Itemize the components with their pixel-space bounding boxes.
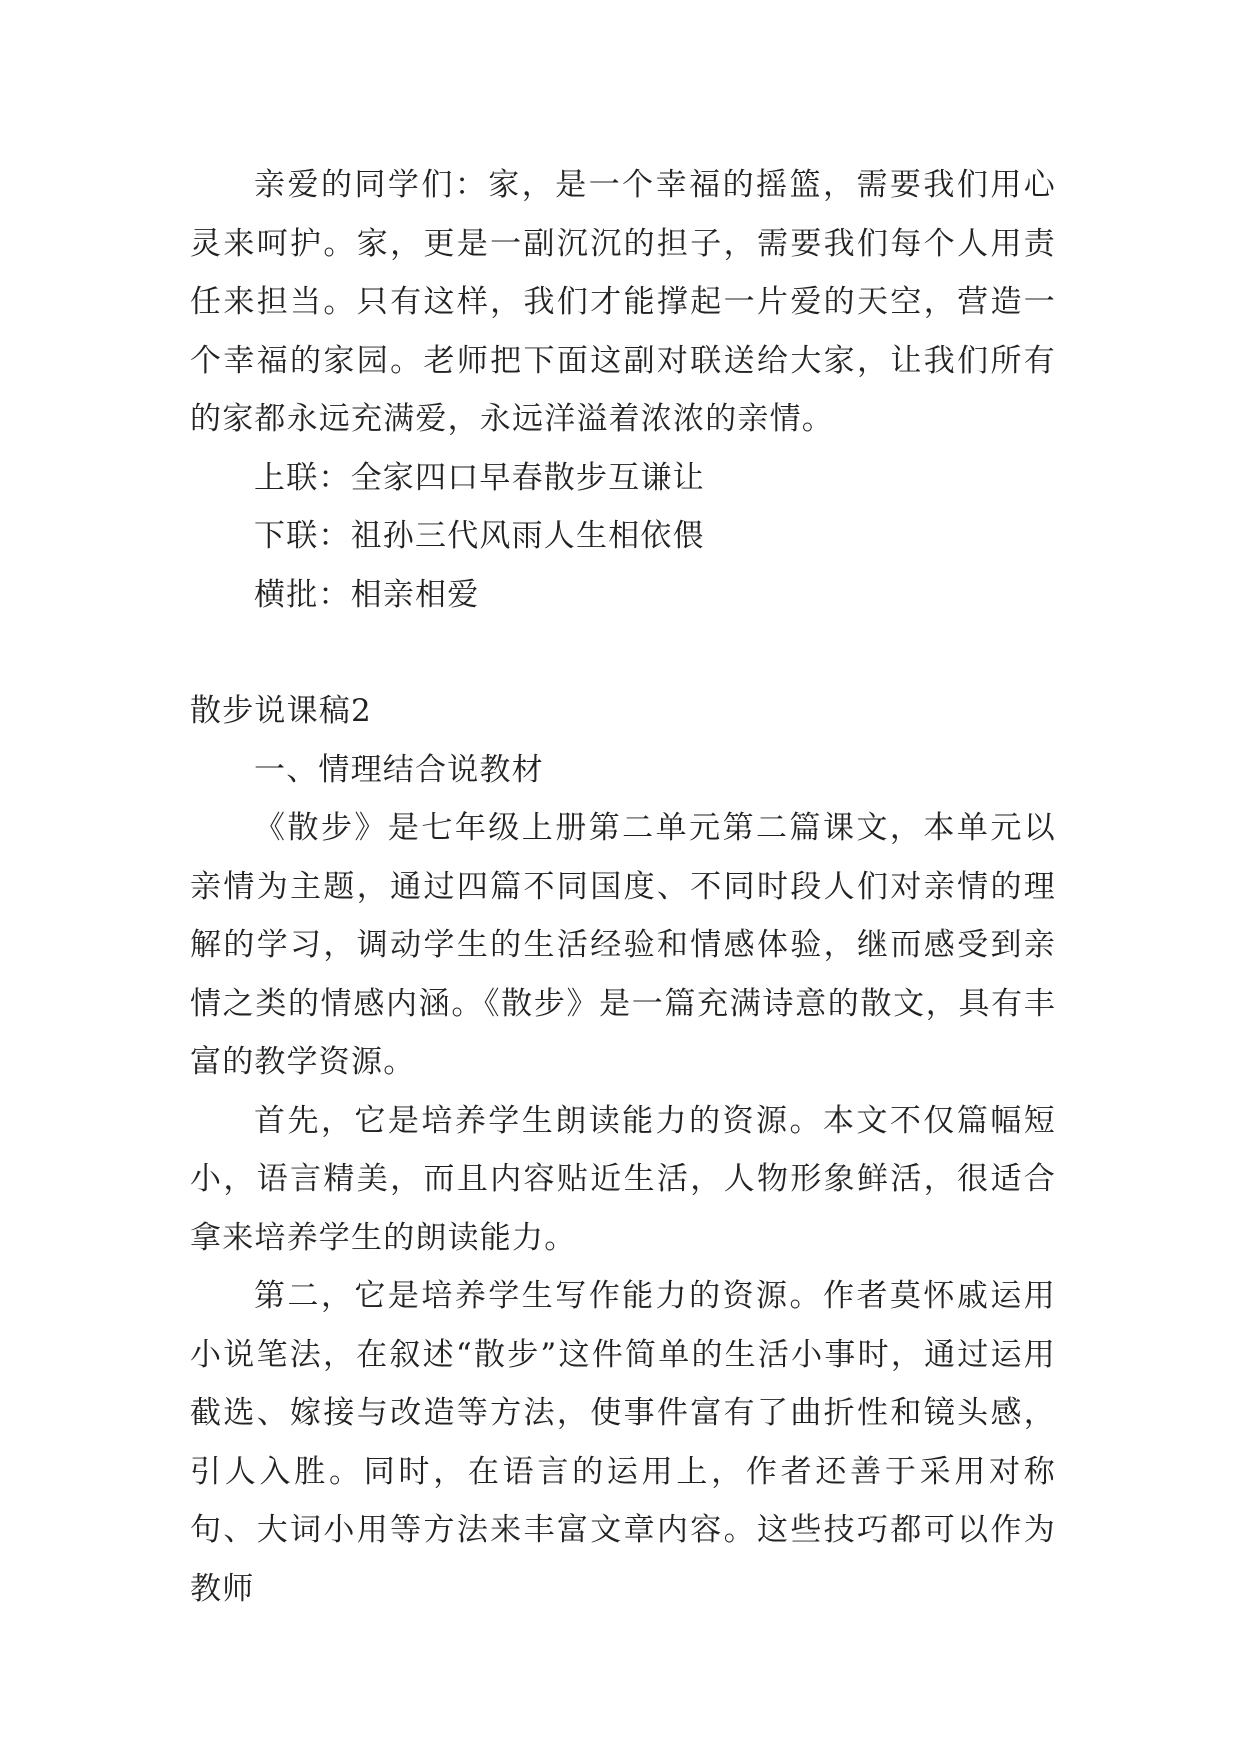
intro-paragraph: 亲爱的同学们：家，是一个幸福的摇篮，需要我们用心灵来呵护。家，更是一副沉沉的担子，需要我们每个人用责任来担当。只有这样，我们才能撑起一片爱的天空，营造一个幸福的家园。老师把下面这副对联送给大家，让我们所有的家都永远充满爱，永远洋溢着浓浓的亲情。 [190, 167, 1056, 437]
couplet-horizontal: 横批：相亲相爱 [254, 576, 480, 613]
body-paragraph: 第二，它是培养学生写作能力的资源。作者莫怀戚运用小说笔法，在叙述“散步”这件简单的生活小事时，通过运用截选、嫁接与改造等方法，使事件富有了曲折性和镜头感，引人入胜。同时，在语言的运用上，作者还善于采用对称句、大词小用等方法来丰富文章内容。这些技巧都可以作为教师 [190, 1278, 1056, 1607]
section-title: 散步说课稿2 [190, 693, 372, 729]
document-page [190, 156, 1056, 1618]
section-subheading: 一、情理结合说教材 [254, 751, 544, 788]
couplet-lower: 下联：祖孙三代风雨人生相依偎 [254, 518, 705, 554]
body-paragraph: 《散步》是七年级上册第二单元第二篇课文，本单元以亲情为主题，通过四篇不同国度、不同时段人们对亲情的理解的学习，调动学生的生活经验和情感体验，继而感受到亲情之类的情感内涵。《散步》是一篇充满诗意的散文，具有丰富的教学资源。 [190, 810, 1056, 1080]
couplet-upper: 上联：全家四口早春散步互谦让 [254, 459, 705, 496]
body-paragraph: 首先，它是培养学生朗读能力的资源。本文不仅篇幅短小，语言精美，而且内容贴近生活，人物形象鲜活，很适合拿来培养学生的朗读能力。 [190, 1102, 1056, 1256]
section-gap [190, 624, 1056, 682]
